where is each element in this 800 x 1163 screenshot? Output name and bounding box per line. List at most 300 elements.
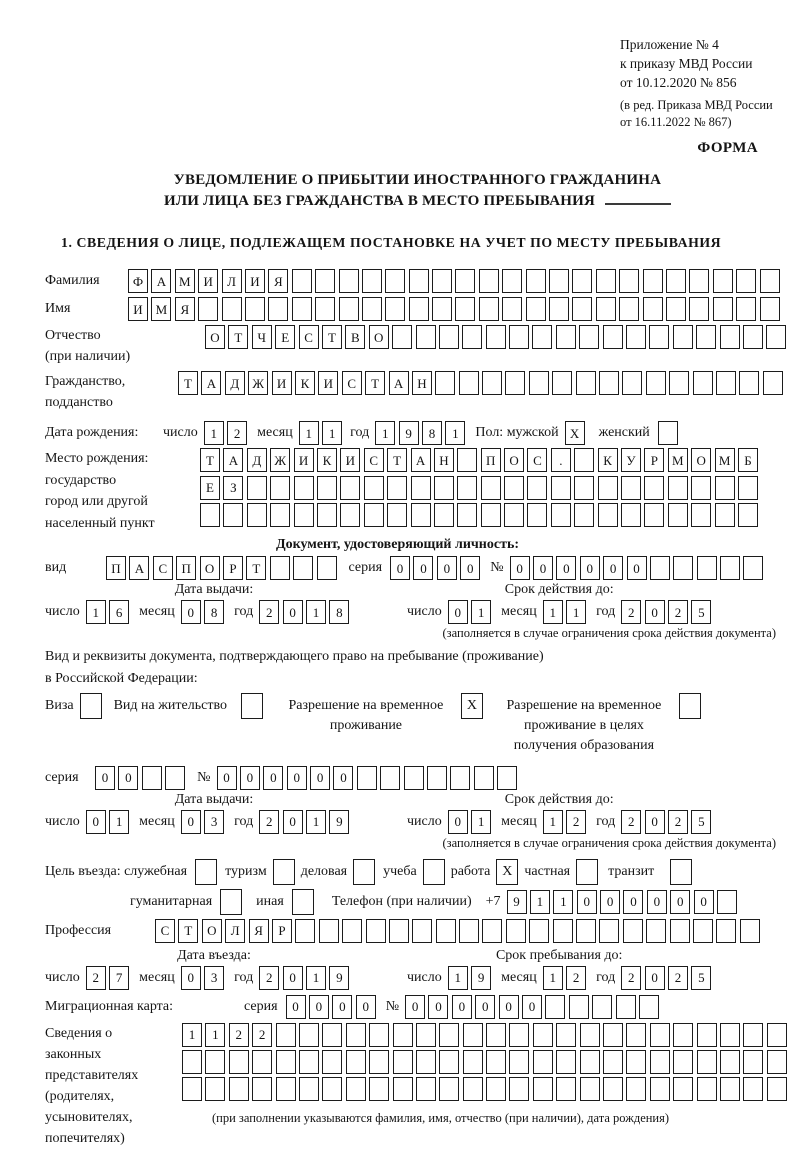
cell[interactable]: [432, 269, 452, 293]
cell[interactable]: [411, 476, 431, 500]
cell[interactable]: [639, 995, 659, 1019]
cell[interactable]: Б: [738, 448, 758, 472]
cell[interactable]: 6: [109, 600, 129, 624]
cell[interactable]: [697, 1077, 717, 1101]
cell[interactable]: [504, 476, 524, 500]
cell[interactable]: [596, 269, 616, 293]
cell[interactable]: К: [295, 371, 315, 395]
stay-year-input[interactable]: [621, 966, 711, 990]
cell[interactable]: 5: [691, 966, 711, 990]
cell[interactable]: [509, 1023, 529, 1047]
cell[interactable]: [527, 476, 547, 500]
cell[interactable]: [527, 503, 547, 527]
cell[interactable]: С: [342, 371, 362, 395]
cell[interactable]: [294, 476, 314, 500]
cell[interactable]: [598, 503, 618, 527]
cell[interactable]: [760, 297, 780, 321]
cell[interactable]: [673, 1077, 693, 1101]
purpose-humanitarian-checkbox[interactable]: [220, 889, 242, 915]
cell[interactable]: [693, 371, 713, 395]
cell[interactable]: 8: [204, 600, 224, 624]
cell[interactable]: [223, 503, 243, 527]
cell[interactable]: М: [668, 448, 688, 472]
cell[interactable]: [339, 269, 359, 293]
cell[interactable]: 0: [600, 890, 620, 914]
cell[interactable]: [715, 476, 735, 500]
cell[interactable]: [553, 919, 573, 943]
cell[interactable]: [474, 766, 494, 790]
cell[interactable]: Я: [268, 269, 288, 293]
cell[interactable]: [292, 269, 312, 293]
cell[interactable]: [459, 371, 479, 395]
birth-place-input-row-3[interactable]: [200, 503, 758, 527]
cell[interactable]: 0: [413, 556, 433, 580]
cell[interactable]: [404, 766, 424, 790]
cell[interactable]: [740, 919, 760, 943]
cell[interactable]: [200, 503, 220, 527]
cell[interactable]: [434, 503, 454, 527]
cell[interactable]: Ч: [252, 325, 272, 349]
cell[interactable]: [576, 859, 598, 885]
cell[interactable]: И: [294, 448, 314, 472]
rep-input-row-2[interactable]: [182, 1050, 787, 1074]
cell[interactable]: 8: [329, 600, 349, 624]
cell[interactable]: [621, 503, 641, 527]
cell[interactable]: [533, 1077, 553, 1101]
cell[interactable]: [669, 371, 689, 395]
cell[interactable]: О: [504, 448, 524, 472]
cell[interactable]: П: [106, 556, 126, 580]
cell[interactable]: [276, 1077, 296, 1101]
cell[interactable]: 2: [621, 600, 641, 624]
cell[interactable]: [580, 1077, 600, 1101]
cell[interactable]: [767, 1050, 787, 1074]
cell[interactable]: 0: [577, 890, 597, 914]
cell[interactable]: [766, 325, 786, 349]
cell[interactable]: [247, 503, 267, 527]
cell[interactable]: [427, 766, 447, 790]
cell[interactable]: Т: [322, 325, 342, 349]
cell[interactable]: [691, 476, 711, 500]
cell[interactable]: 1: [375, 421, 395, 445]
cell[interactable]: [551, 476, 571, 500]
cell[interactable]: Д: [247, 448, 267, 472]
sex-male-checkbox[interactable]: [565, 421, 585, 445]
cell[interactable]: 0: [309, 995, 329, 1019]
cell[interactable]: [411, 503, 431, 527]
cell[interactable]: [357, 766, 377, 790]
cell[interactable]: 8: [422, 421, 442, 445]
cell[interactable]: [182, 1077, 202, 1101]
cell[interactable]: 0: [310, 766, 330, 790]
cell[interactable]: [619, 269, 639, 293]
cell[interactable]: О: [369, 325, 389, 349]
cell[interactable]: [743, 325, 763, 349]
cell[interactable]: М: [151, 297, 171, 321]
rvp-issue-day-input[interactable]: [86, 810, 129, 834]
cell[interactable]: 5: [691, 600, 711, 624]
cell[interactable]: [416, 1077, 436, 1101]
cell[interactable]: 0: [283, 600, 303, 624]
cell[interactable]: [392, 325, 412, 349]
cell[interactable]: [366, 919, 386, 943]
cell[interactable]: А: [411, 448, 431, 472]
cell[interactable]: X: [461, 693, 483, 719]
cell[interactable]: [295, 919, 315, 943]
cell[interactable]: [529, 919, 549, 943]
cell[interactable]: 7: [109, 966, 129, 990]
cell[interactable]: С: [299, 325, 319, 349]
stay-month-input[interactable]: [543, 966, 586, 990]
cell[interactable]: [556, 1050, 576, 1074]
cell[interactable]: 1: [553, 890, 573, 914]
cell[interactable]: О: [691, 448, 711, 472]
cell[interactable]: [220, 889, 242, 915]
cell[interactable]: А: [151, 269, 171, 293]
cell[interactable]: [486, 1023, 506, 1047]
cell[interactable]: П: [481, 448, 501, 472]
cell[interactable]: С: [527, 448, 547, 472]
cell[interactable]: [691, 503, 711, 527]
cell[interactable]: 2: [259, 810, 279, 834]
cell[interactable]: [556, 1023, 576, 1047]
cell[interactable]: [195, 859, 217, 885]
cell[interactable]: [576, 371, 596, 395]
cell[interactable]: [689, 269, 709, 293]
cell[interactable]: 1: [530, 890, 550, 914]
cell[interactable]: 1: [299, 421, 319, 445]
birth-place-input-row-2[interactable]: [200, 476, 758, 500]
cell[interactable]: [673, 1023, 693, 1047]
doc-issue-month-input[interactable]: [181, 600, 224, 624]
doc-issue-day-input[interactable]: [86, 600, 129, 624]
cell[interactable]: [317, 476, 337, 500]
cell[interactable]: 0: [181, 966, 201, 990]
cell[interactable]: 0: [118, 766, 138, 790]
cell[interactable]: [743, 1023, 763, 1047]
cell[interactable]: [142, 766, 162, 790]
cell[interactable]: [643, 269, 663, 293]
cell[interactable]: А: [201, 371, 221, 395]
cell[interactable]: Н: [412, 371, 432, 395]
cell[interactable]: И: [272, 371, 292, 395]
cell[interactable]: [439, 1077, 459, 1101]
cell[interactable]: С: [153, 556, 173, 580]
cell[interactable]: Т: [178, 371, 198, 395]
cell[interactable]: [574, 476, 594, 500]
cell[interactable]: [434, 476, 454, 500]
cell[interactable]: Е: [275, 325, 295, 349]
cell[interactable]: [644, 476, 664, 500]
cell[interactable]: [580, 1050, 600, 1074]
cell[interactable]: 0: [95, 766, 115, 790]
cell[interactable]: [526, 269, 546, 293]
migration-series-input[interactable]: [286, 995, 376, 1019]
purpose-other-checkbox[interactable]: [292, 889, 314, 915]
cell[interactable]: [479, 269, 499, 293]
cell[interactable]: [299, 1077, 319, 1101]
cell[interactable]: 1: [471, 600, 491, 624]
cell[interactable]: [346, 1023, 366, 1047]
cell[interactable]: [689, 297, 709, 321]
cell[interactable]: [716, 371, 736, 395]
cell[interactable]: [743, 556, 763, 580]
cell[interactable]: А: [389, 371, 409, 395]
cell[interactable]: [450, 766, 470, 790]
cell[interactable]: [241, 693, 263, 719]
cell[interactable]: [599, 371, 619, 395]
cell[interactable]: [346, 1050, 366, 1074]
cell[interactable]: 1: [306, 810, 326, 834]
cell[interactable]: М: [715, 448, 735, 472]
cell[interactable]: [646, 919, 666, 943]
cell[interactable]: И: [198, 269, 218, 293]
cell[interactable]: [482, 371, 502, 395]
cell[interactable]: [529, 371, 549, 395]
cell[interactable]: [205, 1077, 225, 1101]
purpose-study-checkbox[interactable]: [423, 859, 445, 885]
cell[interactable]: [650, 1050, 670, 1074]
cell[interactable]: [486, 1050, 506, 1074]
cell[interactable]: [247, 476, 267, 500]
cell[interactable]: [455, 269, 475, 293]
cell[interactable]: [198, 297, 218, 321]
given-name-input[interactable]: [128, 297, 780, 321]
temp-residence-edu-checkbox[interactable]: [679, 693, 701, 719]
cell[interactable]: 0: [390, 556, 410, 580]
profession-input[interactable]: [155, 919, 760, 943]
cell[interactable]: [650, 556, 670, 580]
cell[interactable]: [322, 1077, 342, 1101]
birth-year-input[interactable]: [375, 421, 465, 445]
cell[interactable]: Ж: [270, 448, 290, 472]
cell[interactable]: [482, 919, 502, 943]
cell[interactable]: С: [364, 448, 384, 472]
cell[interactable]: 0: [645, 810, 665, 834]
cell[interactable]: [668, 476, 688, 500]
cell[interactable]: [668, 503, 688, 527]
sex-female-checkbox[interactable]: [658, 421, 678, 445]
cell[interactable]: 1: [182, 1023, 202, 1047]
birth-place-input-row-1[interactable]: [200, 448, 758, 472]
cell[interactable]: [658, 421, 678, 445]
cell[interactable]: [463, 1023, 483, 1047]
cell[interactable]: [393, 1077, 413, 1101]
cell[interactable]: 1: [566, 600, 586, 624]
cell[interactable]: [670, 859, 692, 885]
cell[interactable]: Е: [200, 476, 220, 500]
cell[interactable]: [340, 476, 360, 500]
cell[interactable]: 0: [448, 810, 468, 834]
rep-input-row-3[interactable]: [182, 1077, 787, 1101]
cell[interactable]: О: [205, 325, 225, 349]
cell[interactable]: [626, 325, 646, 349]
visa-checkbox[interactable]: [80, 693, 102, 719]
cell[interactable]: X: [565, 421, 585, 445]
cell[interactable]: 2: [227, 421, 247, 445]
cell[interactable]: [439, 325, 459, 349]
cell[interactable]: 1: [204, 421, 224, 445]
cell[interactable]: [738, 476, 758, 500]
cell[interactable]: [574, 503, 594, 527]
cell[interactable]: [270, 476, 290, 500]
cell[interactable]: 0: [181, 810, 201, 834]
cell[interactable]: [626, 1077, 646, 1101]
cell[interactable]: 9: [507, 890, 527, 914]
cell[interactable]: [299, 1050, 319, 1074]
cell[interactable]: 1: [445, 421, 465, 445]
entry-day-input[interactable]: [86, 966, 129, 990]
cell[interactable]: Ф: [128, 269, 148, 293]
cell[interactable]: [292, 297, 312, 321]
cell[interactable]: 0: [627, 556, 647, 580]
cell[interactable]: [549, 269, 569, 293]
cell[interactable]: [409, 269, 429, 293]
doc-valid-year-input[interactable]: [621, 600, 711, 624]
cell[interactable]: З: [223, 476, 243, 500]
cell[interactable]: [80, 693, 102, 719]
cell[interactable]: [603, 325, 623, 349]
cell[interactable]: 0: [437, 556, 457, 580]
cell[interactable]: И: [318, 371, 338, 395]
cell[interactable]: 0: [181, 600, 201, 624]
cell[interactable]: [599, 919, 619, 943]
cell[interactable]: [622, 371, 642, 395]
cell[interactable]: 0: [356, 995, 376, 1019]
cell[interactable]: А: [223, 448, 243, 472]
cell[interactable]: [385, 297, 405, 321]
cell[interactable]: [270, 556, 290, 580]
cell[interactable]: [292, 889, 314, 915]
cell[interactable]: [457, 503, 477, 527]
cell[interactable]: 2: [252, 1023, 272, 1047]
cell[interactable]: 0: [510, 556, 530, 580]
cell[interactable]: Т: [178, 919, 198, 943]
cell[interactable]: [743, 1050, 763, 1074]
cell[interactable]: [743, 1077, 763, 1101]
cell[interactable]: [416, 1023, 436, 1047]
cell[interactable]: [339, 297, 359, 321]
cell[interactable]: М: [175, 269, 195, 293]
cell[interactable]: [435, 371, 455, 395]
cell[interactable]: [532, 325, 552, 349]
cell[interactable]: 3: [204, 966, 224, 990]
cell[interactable]: [506, 919, 526, 943]
cell[interactable]: [362, 297, 382, 321]
cell[interactable]: [693, 919, 713, 943]
cell[interactable]: Я: [249, 919, 269, 943]
cell[interactable]: [481, 476, 501, 500]
cell[interactable]: [502, 297, 522, 321]
rvp-series-input[interactable]: [95, 766, 185, 790]
cell[interactable]: [643, 297, 663, 321]
cell[interactable]: [580, 1023, 600, 1047]
cell[interactable]: [273, 859, 295, 885]
birth-month-input[interactable]: [299, 421, 342, 445]
cell[interactable]: [294, 503, 314, 527]
cell[interactable]: [229, 1077, 249, 1101]
cell[interactable]: [697, 1050, 717, 1074]
cell[interactable]: 0: [428, 995, 448, 1019]
cell[interactable]: О: [200, 556, 220, 580]
cell[interactable]: [666, 269, 686, 293]
cell[interactable]: 0: [670, 890, 690, 914]
cell[interactable]: 0: [217, 766, 237, 790]
cell[interactable]: 0: [333, 766, 353, 790]
cell[interactable]: [393, 1023, 413, 1047]
cell[interactable]: А: [129, 556, 149, 580]
cell[interactable]: [509, 1077, 529, 1101]
cell[interactable]: [603, 1023, 623, 1047]
cell[interactable]: 0: [86, 810, 106, 834]
cell[interactable]: [340, 503, 360, 527]
purpose-transit-checkbox[interactable]: [670, 859, 692, 885]
birth-day-input[interactable]: [204, 421, 247, 445]
cell[interactable]: [598, 476, 618, 500]
phone-input[interactable]: [507, 890, 738, 914]
cell[interactable]: 0: [645, 966, 665, 990]
cell[interactable]: 0: [623, 890, 643, 914]
cell[interactable]: [533, 1023, 553, 1047]
cell[interactable]: [767, 1023, 787, 1047]
cell[interactable]: [319, 919, 339, 943]
cell[interactable]: С: [155, 919, 175, 943]
cell[interactable]: Ж: [248, 371, 268, 395]
cell[interactable]: 2: [259, 966, 279, 990]
cell[interactable]: [646, 371, 666, 395]
cell[interactable]: [463, 1050, 483, 1074]
cell[interactable]: [479, 297, 499, 321]
cell[interactable]: [387, 503, 407, 527]
cell[interactable]: [505, 371, 525, 395]
cell[interactable]: [720, 556, 740, 580]
cell[interactable]: 1: [471, 810, 491, 834]
doc-kind-input[interactable]: [106, 556, 337, 580]
cell[interactable]: [462, 325, 482, 349]
cell[interactable]: Л: [222, 269, 242, 293]
cell[interactable]: [457, 476, 477, 500]
cell[interactable]: [502, 269, 522, 293]
cell[interactable]: 0: [283, 810, 303, 834]
cell[interactable]: [182, 1050, 202, 1074]
cell[interactable]: [526, 297, 546, 321]
cell[interactable]: [504, 503, 524, 527]
cell[interactable]: 0: [522, 995, 542, 1019]
cell[interactable]: 0: [332, 995, 352, 1019]
cell[interactable]: [592, 995, 612, 1019]
cell[interactable]: 1: [543, 810, 563, 834]
cell[interactable]: [497, 766, 517, 790]
cell[interactable]: Т: [365, 371, 385, 395]
cell[interactable]: [317, 556, 337, 580]
rvp-issue-month-input[interactable]: [181, 810, 224, 834]
cell[interactable]: 1: [306, 600, 326, 624]
cell[interactable]: [713, 297, 733, 321]
rvp-valid-month-input[interactable]: [543, 810, 586, 834]
cell[interactable]: 0: [694, 890, 714, 914]
cell[interactable]: [621, 476, 641, 500]
cell[interactable]: [509, 1050, 529, 1074]
cell[interactable]: 2: [86, 966, 106, 990]
cell[interactable]: [369, 1077, 389, 1101]
purpose-work-checkbox[interactable]: [496, 859, 518, 885]
cell[interactable]: [720, 1023, 740, 1047]
cell[interactable]: [760, 269, 780, 293]
cell[interactable]: Н: [434, 448, 454, 472]
cell[interactable]: О: [202, 919, 222, 943]
cell[interactable]: [459, 919, 479, 943]
cell[interactable]: [369, 1023, 389, 1047]
